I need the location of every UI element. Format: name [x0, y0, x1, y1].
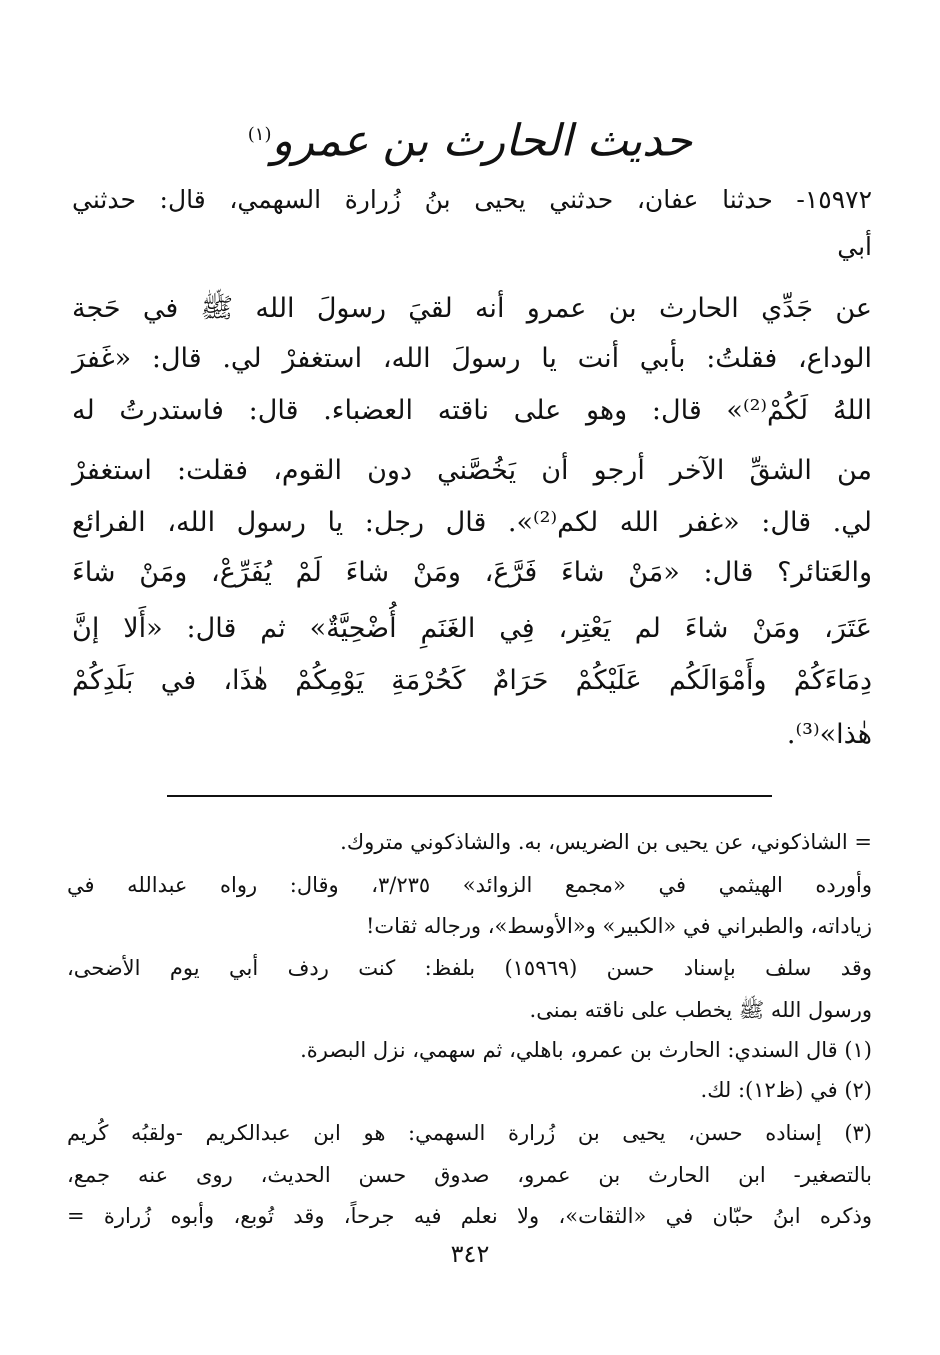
- footnote-separator: [167, 795, 772, 797]
- footnote-line: = الشاذكوني، عن يحيى بن الضريس، به. والشاذكوني متروك.: [340, 830, 872, 854]
- hadith-text-line: عن جَدِّي الحارث بن عمرو أنه لقيَ رسولَ الله ﷺ في حَجة: [72, 293, 872, 324]
- footnote-line: بالتصغير- ابن الحارث بن عمرو، صدوق حسن الحديث، روى عنه جمع،: [67, 1163, 872, 1187]
- chapter-title: [0, 105, 940, 172]
- footnote-line: وأورده الهيثمي في «مجمع الزوائد» ٣/٢٣٥، وقال: رواه عبدالله في: [67, 873, 872, 897]
- hadith-number-line: ١٥٩٧٢- حدثنا عفان، حدثني يحيى بنُ زُرارة السهمي، قال: حدثني: [72, 185, 872, 214]
- footnote-line: وقد سلف بإسناد حسن (١٥٩٦٩) بلفظ: كنت ردف أبي يوم الأضحى،: [67, 956, 873, 980]
- hadith-text-line: دِمَاءَكُمْ وأَمْوَالَكُم عَلَيْكُمْ حَرَامٌ كَحُرْمَةِ يَوْمِكُمْ هٰذَا، في بَلَدِكُمْ: [72, 665, 872, 696]
- chapter-title-text: حديث الحارث بن عمرو: [271, 115, 693, 167]
- footnote-line: (٢) في (ظ١٢): لك.: [700, 1078, 872, 1102]
- footnote-line: ورسول الله ﷺ يخطب على ناقته بمنى.: [529, 998, 872, 1022]
- footnote-line: وذكره ابنُ حبّان في «الثقات»، ولا نعلم فيه جرحاً، وقد تُوبع، وأبوه زُرارة =: [67, 1204, 872, 1228]
- hadith-text-line: عَتَرَ، ومَنْ شاءَ لم يَعْتِر، فِي الغَنَمِ أُضْحِيَّةٌ» ثم قال: «أَلا إنَّ: [72, 613, 872, 644]
- hadith-text-line: لي. قال: «غفر الله لكم⁽²⁾». قال رجل: يا رسول الله، الفرائع: [72, 507, 872, 538]
- page-number: ٣٤٢: [450, 1240, 490, 1268]
- footnote-line: زياداته، والطبراني في «الكبير» و«الأوسط»، ورجاله ثقات!: [365, 914, 872, 938]
- hadith-text-line: من الشقِّ الآخر أرجو أن يَخُصَّني دون القوم، فقلت: استغفرْ: [72, 455, 872, 486]
- footnote-line: (٣) إسناده حسن، يحيى بن زُرارة السهمي: هو ابن عبدالكريم -ولقبُه كُريم: [67, 1121, 872, 1145]
- hadith-text-line: هٰذا»⁽³⁾.: [786, 719, 872, 750]
- hadith-number-line-continued: أبي: [837, 232, 872, 261]
- hadith-text-line: الوداع، فقلتُ: بأبي أنت يا رسولَ الله، استغفرْ لي. قال: «غَفرَ: [72, 343, 872, 374]
- footnote-line: (١) قال السندي: الحارث بن عمرو، باهلي، ثم سهمي، نزل البصرة.: [300, 1038, 872, 1062]
- hadith-text-line: اللهُ لَكُمْ⁽²⁾» قال: وهو على ناقته العضباء. قال: فاستدرتُ له: [72, 395, 873, 426]
- chapter-title-footnote-marker: (١): [247, 124, 272, 145]
- hadith-text-line: والعَتائر؟ قال: «مَنْ شاءَ فَرَّعَ، ومَنْ شاءَ لَمْ يُفَرِّعْ، ومَنْ شاءَ: [72, 557, 872, 588]
